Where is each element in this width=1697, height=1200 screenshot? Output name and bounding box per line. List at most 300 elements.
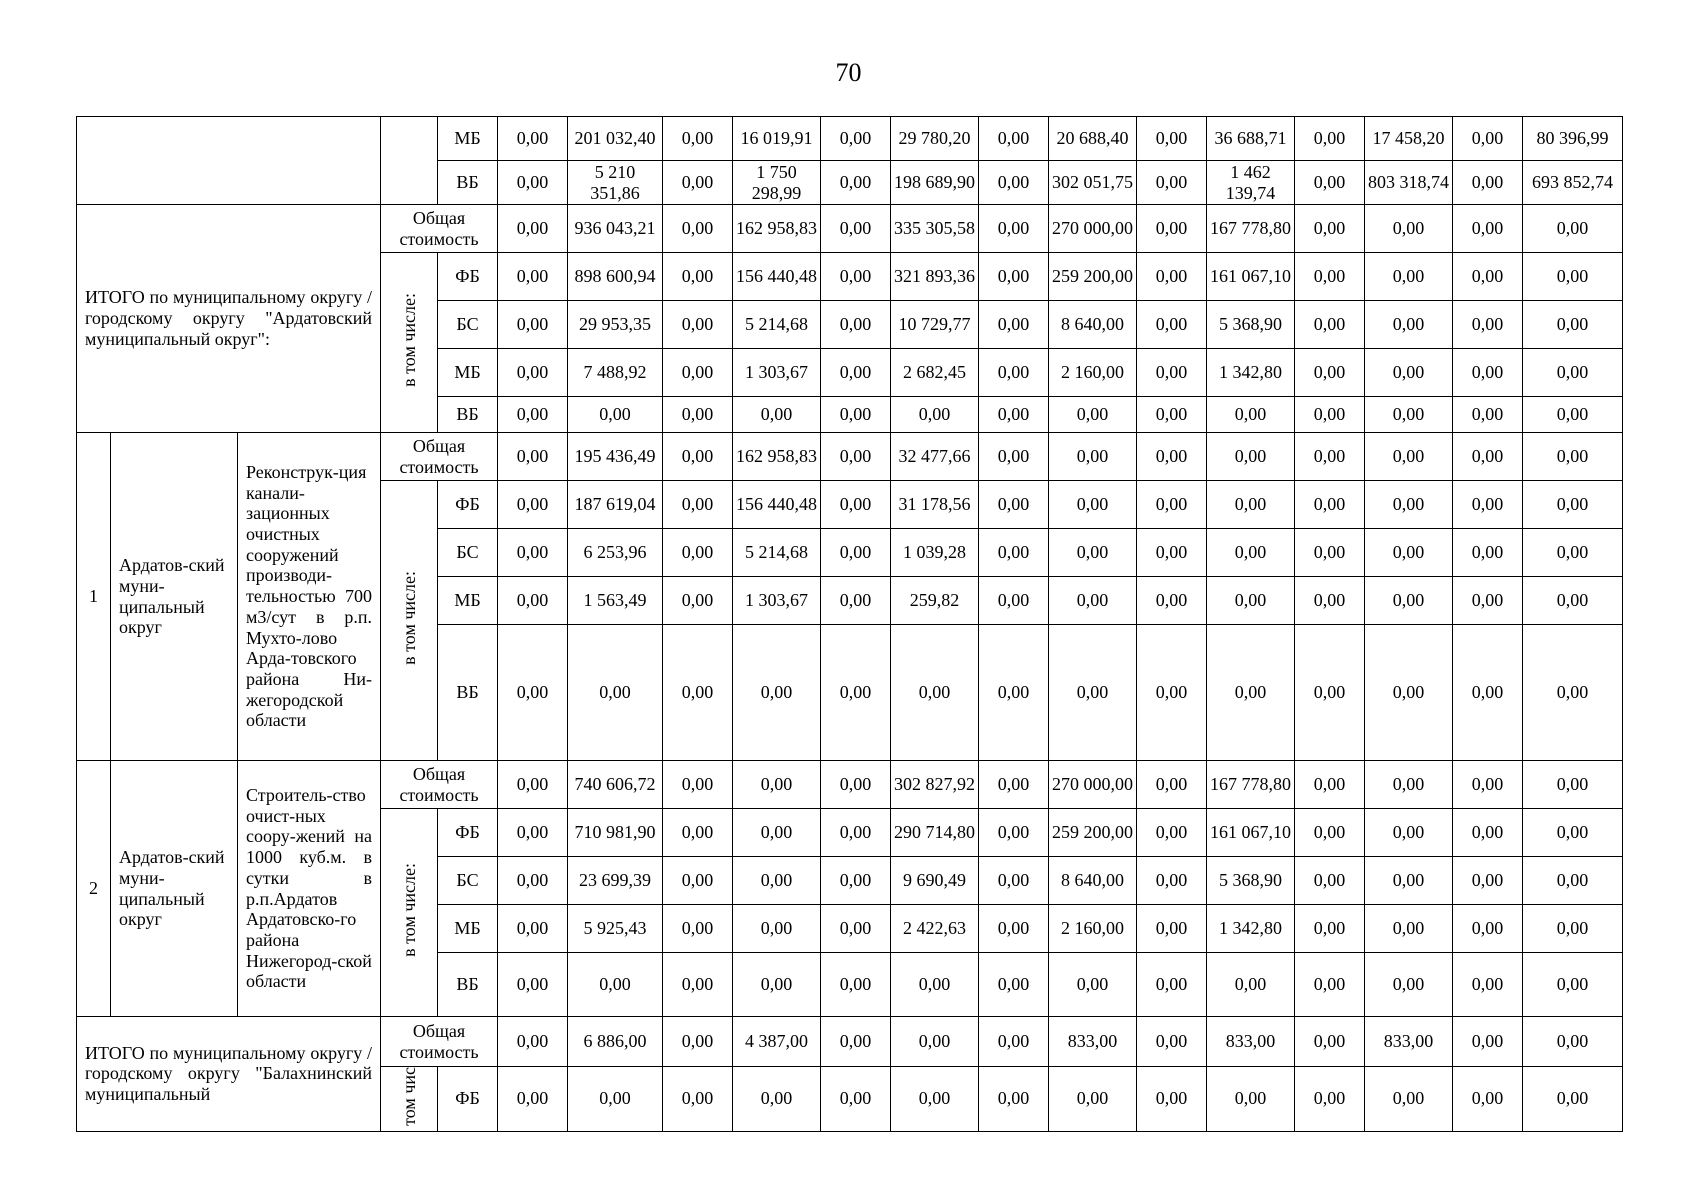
row-number: 2 [77,761,111,1017]
value-cell: 270 000,00 [1049,761,1137,809]
value-cell: 0,00 [1453,433,1523,481]
table-row [77,433,1623,481]
value-cell: 0,00 [979,577,1049,625]
value-cell: 0,00 [1137,857,1207,905]
value-cell: 0,00 [1523,761,1623,809]
fund-code: БС [438,529,498,577]
district-name: Ардатов-ский муни-ципальный округ [111,761,238,1017]
including-label [381,1067,438,1132]
value-cell: 0,00 [1453,809,1523,857]
value-cell: 0,00 [498,953,568,1017]
value-cell: 0,00 [821,625,891,761]
value-cell: 0,00 [1453,577,1523,625]
value-cell: 0,00 [1365,481,1453,529]
value-cell: 0,00 [979,625,1049,761]
value-cell: 0,00 [1049,577,1137,625]
value-cell: 0,00 [1453,349,1523,397]
value-cell: 0,00 [979,905,1049,953]
value-cell: 0,00 [1365,625,1453,761]
value-cell: 0,00 [1295,809,1365,857]
value-cell: 0,00 [821,397,891,433]
value-cell: 0,00 [821,761,891,809]
value-cell: 0,00 [1295,625,1365,761]
value-cell: 0,00 [1453,905,1523,953]
value-cell: 259 200,00 [1049,253,1137,301]
fund-code: ВБ [438,161,498,205]
value-cell: 0,00 [821,953,891,1017]
value-cell: 0,00 [1137,481,1207,529]
value-cell: 0,00 [821,809,891,857]
value-cell: 0,00 [1523,857,1623,905]
value-cell: 0,00 [1295,301,1365,349]
value-cell: 8 640,00 [1049,301,1137,349]
value-cell: 16 019,91 [733,117,821,161]
value-cell: 5 214,68 [733,301,821,349]
value-cell: 0,00 [979,857,1049,905]
value-cell: 0,00 [1295,1067,1365,1132]
value-cell: 0,00 [498,433,568,481]
value-cell: 0,00 [663,253,733,301]
value-cell: 0,00 [1295,117,1365,161]
value-cell: 0,00 [1453,397,1523,433]
value-cell: 0,00 [821,205,891,253]
page-number: 70 [835,58,862,87]
value-cell: 0,00 [1453,953,1523,1017]
value-cell: 0,00 [1523,905,1623,953]
value-cell: 0,00 [663,1017,733,1067]
value-cell: 1 750 298,99 [733,161,821,205]
including-label-text: в том числе: [398,863,419,958]
value-cell: 6 886,00 [568,1017,663,1067]
value-cell: 0,00 [979,953,1049,1017]
value-cell: 0,00 [1137,1067,1207,1132]
including-label-text: в том числе: [398,293,419,388]
value-cell: 0,00 [1453,117,1523,161]
value-cell: 162 958,83 [733,205,821,253]
empty-cell [381,117,438,205]
fund-code: ВБ [438,625,498,761]
value-cell: 0,00 [1295,161,1365,205]
value-cell: 0,00 [1049,953,1137,1017]
value-cell: 0,00 [1295,953,1365,1017]
value-cell: 0,00 [498,1067,568,1132]
value-cell: 0,00 [1295,205,1365,253]
value-cell: 0,00 [821,253,891,301]
table-row [77,1017,1623,1067]
value-cell: 0,00 [821,301,891,349]
value-cell: 0,00 [1137,905,1207,953]
value-cell: 0,00 [1137,301,1207,349]
section-total-label: ИТОГО по муниципальному округу / городскому округу "Ардатовский муниципальный округ": [77,205,381,433]
value-cell: 0,00 [821,1017,891,1067]
value-cell: 0,00 [1207,1067,1295,1132]
value-cell: 0,00 [1207,577,1295,625]
value-cell: 0,00 [1295,1017,1365,1067]
value-cell: 0,00 [1523,433,1623,481]
value-cell: 0,00 [1295,397,1365,433]
value-cell: 0,00 [663,397,733,433]
value-cell: 0,00 [733,761,821,809]
value-cell: 0,00 [1523,481,1623,529]
value-cell: 5 214,68 [733,529,821,577]
value-cell: 0,00 [1295,761,1365,809]
value-cell: 0,00 [498,905,568,953]
value-cell: 302 051,75 [1049,161,1137,205]
value-cell: 0,00 [1365,433,1453,481]
fund-code: ВБ [438,953,498,1017]
value-cell: 161 067,10 [1207,809,1295,857]
fund-code: МБ [438,349,498,397]
value-cell: 0,00 [1137,809,1207,857]
value-cell: 0,00 [568,625,663,761]
section-total-label: ИТОГО по муниципальному округу / городскому округу "Балахнинский муниципальный [77,1017,381,1132]
value-cell: 1 342,80 [1207,905,1295,953]
fund-code: ВБ [438,397,498,433]
including-label [381,253,438,433]
value-cell: 0,00 [1523,301,1623,349]
value-cell: 7 488,92 [568,349,663,397]
value-cell: 1 462 139,74 [1207,161,1295,205]
value-cell: 0,00 [663,953,733,1017]
value-cell: 0,00 [663,905,733,953]
value-cell: 1 563,49 [568,577,663,625]
value-cell: 0,00 [821,1067,891,1132]
table-row [77,117,1623,161]
value-cell: 10 729,77 [891,301,979,349]
value-cell: 0,00 [1365,397,1453,433]
value-cell: 0,00 [1365,205,1453,253]
value-cell: 0,00 [498,117,568,161]
value-cell: 833,00 [1207,1017,1295,1067]
value-cell: 0,00 [1453,857,1523,905]
including-label [381,481,438,761]
value-cell: 0,00 [663,349,733,397]
value-cell: 0,00 [1453,761,1523,809]
empty-cell [77,117,381,205]
value-cell: 0,00 [663,809,733,857]
value-cell: 0,00 [1453,301,1523,349]
value-cell: 0,00 [1523,1067,1623,1132]
value-cell: 0,00 [1295,349,1365,397]
value-cell: 0,00 [498,577,568,625]
value-cell: 156 440,48 [733,481,821,529]
value-cell: 1 303,67 [733,577,821,625]
financing-table [76,116,1623,1132]
total-cost-label: Общая стоимость [381,761,498,809]
value-cell: 0,00 [891,625,979,761]
value-cell: 0,00 [1295,433,1365,481]
value-cell: 5 368,90 [1207,857,1295,905]
fund-code: МБ [438,577,498,625]
value-cell: 0,00 [1453,625,1523,761]
value-cell: 0,00 [1523,205,1623,253]
value-cell: 0,00 [979,161,1049,205]
total-cost-label: Общая стоимость [381,433,498,481]
value-cell: 0,00 [891,953,979,1017]
value-cell: 0,00 [733,953,821,1017]
value-cell: 0,00 [1365,905,1453,953]
value-cell: 0,00 [733,625,821,761]
value-cell: 0,00 [979,397,1049,433]
value-cell: 833,00 [1365,1017,1453,1067]
value-cell: 2 682,45 [891,349,979,397]
value-cell: 0,00 [1523,625,1623,761]
value-cell: 0,00 [663,1067,733,1132]
value-cell: 270 000,00 [1049,205,1137,253]
value-cell: 5 925,43 [568,905,663,953]
value-cell: 0,00 [498,301,568,349]
value-cell: 1 039,28 [891,529,979,577]
value-cell: 0,00 [498,857,568,905]
value-cell: 0,00 [1295,253,1365,301]
value-cell: 161 067,10 [1207,253,1295,301]
value-cell: 0,00 [663,529,733,577]
value-cell: 23 699,39 [568,857,663,905]
value-cell: 0,00 [1049,529,1137,577]
value-cell: 0,00 [733,809,821,857]
row-number: 1 [77,433,111,761]
value-cell: 0,00 [498,253,568,301]
value-cell: 0,00 [498,205,568,253]
value-cell: 0,00 [663,161,733,205]
value-cell: 0,00 [821,161,891,205]
value-cell: 0,00 [979,1017,1049,1067]
value-cell: 0,00 [498,1017,568,1067]
value-cell: 17 458,20 [1365,117,1453,161]
value-cell: 0,00 [1365,349,1453,397]
value-cell: 167 778,80 [1207,205,1295,253]
fund-code: МБ [438,905,498,953]
value-cell: 0,00 [1523,809,1623,857]
value-cell: 0,00 [663,625,733,761]
value-cell: 0,00 [1295,857,1365,905]
value-cell: 259 200,00 [1049,809,1137,857]
value-cell: 0,00 [568,397,663,433]
value-cell: 0,00 [1365,301,1453,349]
value-cell: 0,00 [821,529,891,577]
table-row [77,761,1623,809]
value-cell: 0,00 [1523,1017,1623,1067]
value-cell: 2 422,63 [891,905,979,953]
project-name: Строитель-ство очист-ных соору-жений на 1000 куб.м. в сутки в р.п.Ардатов Ардатовско-го района Нижегород-ской области [238,761,381,1017]
value-cell: 335 305,58 [891,205,979,253]
value-cell: 32 477,66 [891,433,979,481]
value-cell: 0,00 [1365,1067,1453,1132]
value-cell: 0,00 [979,809,1049,857]
value-cell: 1 342,80 [1207,349,1295,397]
value-cell: 0,00 [1365,761,1453,809]
value-cell: 0,00 [821,117,891,161]
value-cell: 0,00 [1453,161,1523,205]
value-cell: 0,00 [821,905,891,953]
value-cell: 0,00 [663,301,733,349]
district-name: Ардатов-ский муни-ципальный округ [111,433,238,761]
value-cell: 0,00 [1523,253,1623,301]
value-cell: 936 043,21 [568,205,663,253]
value-cell: 9 690,49 [891,857,979,905]
value-cell: 0,00 [663,433,733,481]
value-cell: 0,00 [979,301,1049,349]
value-cell: 710 981,90 [568,809,663,857]
value-cell: 0,00 [1365,953,1453,1017]
value-cell: 693 852,74 [1523,161,1623,205]
value-cell: 0,00 [1137,161,1207,205]
value-cell: 0,00 [733,857,821,905]
value-cell: 167 778,80 [1207,761,1295,809]
value-cell: 0,00 [979,1067,1049,1132]
fund-code: ФБ [438,1067,498,1132]
value-cell: 0,00 [1049,625,1137,761]
fund-code: БС [438,857,498,905]
value-cell: 0,00 [1523,349,1623,397]
value-cell: 0,00 [1295,481,1365,529]
value-cell: 0,00 [821,857,891,905]
value-cell: 0,00 [1137,529,1207,577]
value-cell: 0,00 [891,397,979,433]
value-cell: 6 253,96 [568,529,663,577]
value-cell: 0,00 [1137,1017,1207,1067]
value-cell: 0,00 [1453,205,1523,253]
value-cell: 0,00 [821,481,891,529]
value-cell: 0,00 [1295,577,1365,625]
value-cell: 0,00 [1049,433,1137,481]
value-cell: 0,00 [498,625,568,761]
value-cell: 2 160,00 [1049,905,1137,953]
table-row [77,205,1623,253]
value-cell: 0,00 [663,857,733,905]
fund-code: МБ [438,117,498,161]
value-cell: 198 689,90 [891,161,979,205]
value-cell: 0,00 [1453,481,1523,529]
value-cell: 0,00 [1523,529,1623,577]
value-cell: 0,00 [663,577,733,625]
including-label-text: в том числе: [398,571,419,666]
value-cell: 0,00 [568,1067,663,1132]
value-cell: 803 318,74 [1365,161,1453,205]
value-cell: 0,00 [1295,905,1365,953]
value-cell: 0,00 [1137,397,1207,433]
value-cell: 1 303,67 [733,349,821,397]
value-cell: 31 178,56 [891,481,979,529]
value-cell: 0,00 [1137,349,1207,397]
total-cost-label: Общая стоимость [381,1017,498,1067]
project-name: Реконструк-ция канали-зационных очистных сооружений производи-тельностью 700 м3/сут в р.п. Мухто-лово Арда-товского района Ни-жегородской области [238,433,381,761]
value-cell: 0,00 [1207,397,1295,433]
value-cell: 0,00 [1207,953,1295,1017]
value-cell: 0,00 [498,397,568,433]
value-cell: 195 436,49 [568,433,663,481]
value-cell: 36 688,71 [1207,117,1295,161]
value-cell: 833,00 [1049,1017,1137,1067]
value-cell: 0,00 [821,349,891,397]
value-cell: 0,00 [498,761,568,809]
value-cell: 0,00 [979,117,1049,161]
value-cell: 4 387,00 [733,1017,821,1067]
including-label [381,809,438,1017]
value-cell: 0,00 [979,349,1049,397]
value-cell: 321 893,36 [891,253,979,301]
value-cell: 0,00 [498,809,568,857]
value-cell: 0,00 [1049,481,1137,529]
value-cell: 0,00 [1207,625,1295,761]
value-cell: 0,00 [979,529,1049,577]
value-cell: 0,00 [663,117,733,161]
value-cell: 0,00 [663,481,733,529]
value-cell: 0,00 [979,433,1049,481]
value-cell: 0,00 [1453,529,1523,577]
value-cell: 0,00 [733,905,821,953]
value-cell: 0,00 [1137,433,1207,481]
value-cell: 20 688,40 [1049,117,1137,161]
value-cell: 2 160,00 [1049,349,1137,397]
value-cell: 0,00 [663,761,733,809]
value-cell: 0,00 [1365,857,1453,905]
value-cell: 156 440,48 [733,253,821,301]
value-cell: 0,00 [1207,481,1295,529]
value-cell: 0,00 [891,1017,979,1067]
value-cell: 0,00 [1365,529,1453,577]
value-cell: 29 953,35 [568,301,663,349]
value-cell: 259,82 [891,577,979,625]
value-cell: 0,00 [1137,953,1207,1017]
value-cell: 8 640,00 [1049,857,1137,905]
value-cell: 0,00 [1137,117,1207,161]
total-cost-label: Общая стоимость [381,205,498,253]
value-cell: 29 780,20 [891,117,979,161]
value-cell: 162 958,83 [733,433,821,481]
value-cell: 0,00 [1365,253,1453,301]
fund-code: ФБ [438,253,498,301]
value-cell: 302 827,92 [891,761,979,809]
value-cell: 0,00 [1365,809,1453,857]
value-cell: 0,00 [1137,761,1207,809]
value-cell: 0,00 [821,577,891,625]
value-cell: 0,00 [979,761,1049,809]
value-cell: 898 600,94 [568,253,663,301]
value-cell: 0,00 [733,397,821,433]
value-cell: 0,00 [498,529,568,577]
value-cell: 0,00 [1453,1067,1523,1132]
value-cell: 0,00 [1295,529,1365,577]
value-cell: 0,00 [1049,1067,1137,1132]
value-cell: 0,00 [1523,953,1623,1017]
value-cell: 0,00 [891,1067,979,1132]
value-cell: 0,00 [568,953,663,1017]
value-cell: 0,00 [1453,1017,1523,1067]
value-cell: 0,00 [979,253,1049,301]
value-cell: 0,00 [979,481,1049,529]
value-cell: 0,00 [1453,253,1523,301]
value-cell: 0,00 [1523,397,1623,433]
value-cell: 0,00 [733,1067,821,1132]
value-cell: 0,00 [1049,397,1137,433]
value-cell: 0,00 [1523,577,1623,625]
value-cell: 0,00 [498,349,568,397]
value-cell: 0,00 [663,205,733,253]
value-cell: 5 368,90 [1207,301,1295,349]
fund-code: ФБ [438,809,498,857]
fund-code: ФБ [438,481,498,529]
fund-code: БС [438,301,498,349]
value-cell: 0,00 [1207,433,1295,481]
value-cell: 201 032,40 [568,117,663,161]
value-cell: 80 396,99 [1523,117,1623,161]
value-cell: 0,00 [1137,577,1207,625]
value-cell: 0,00 [1207,529,1295,577]
value-cell: 290 714,80 [891,809,979,857]
value-cell: 740 606,72 [568,761,663,809]
value-cell: 0,00 [498,161,568,205]
